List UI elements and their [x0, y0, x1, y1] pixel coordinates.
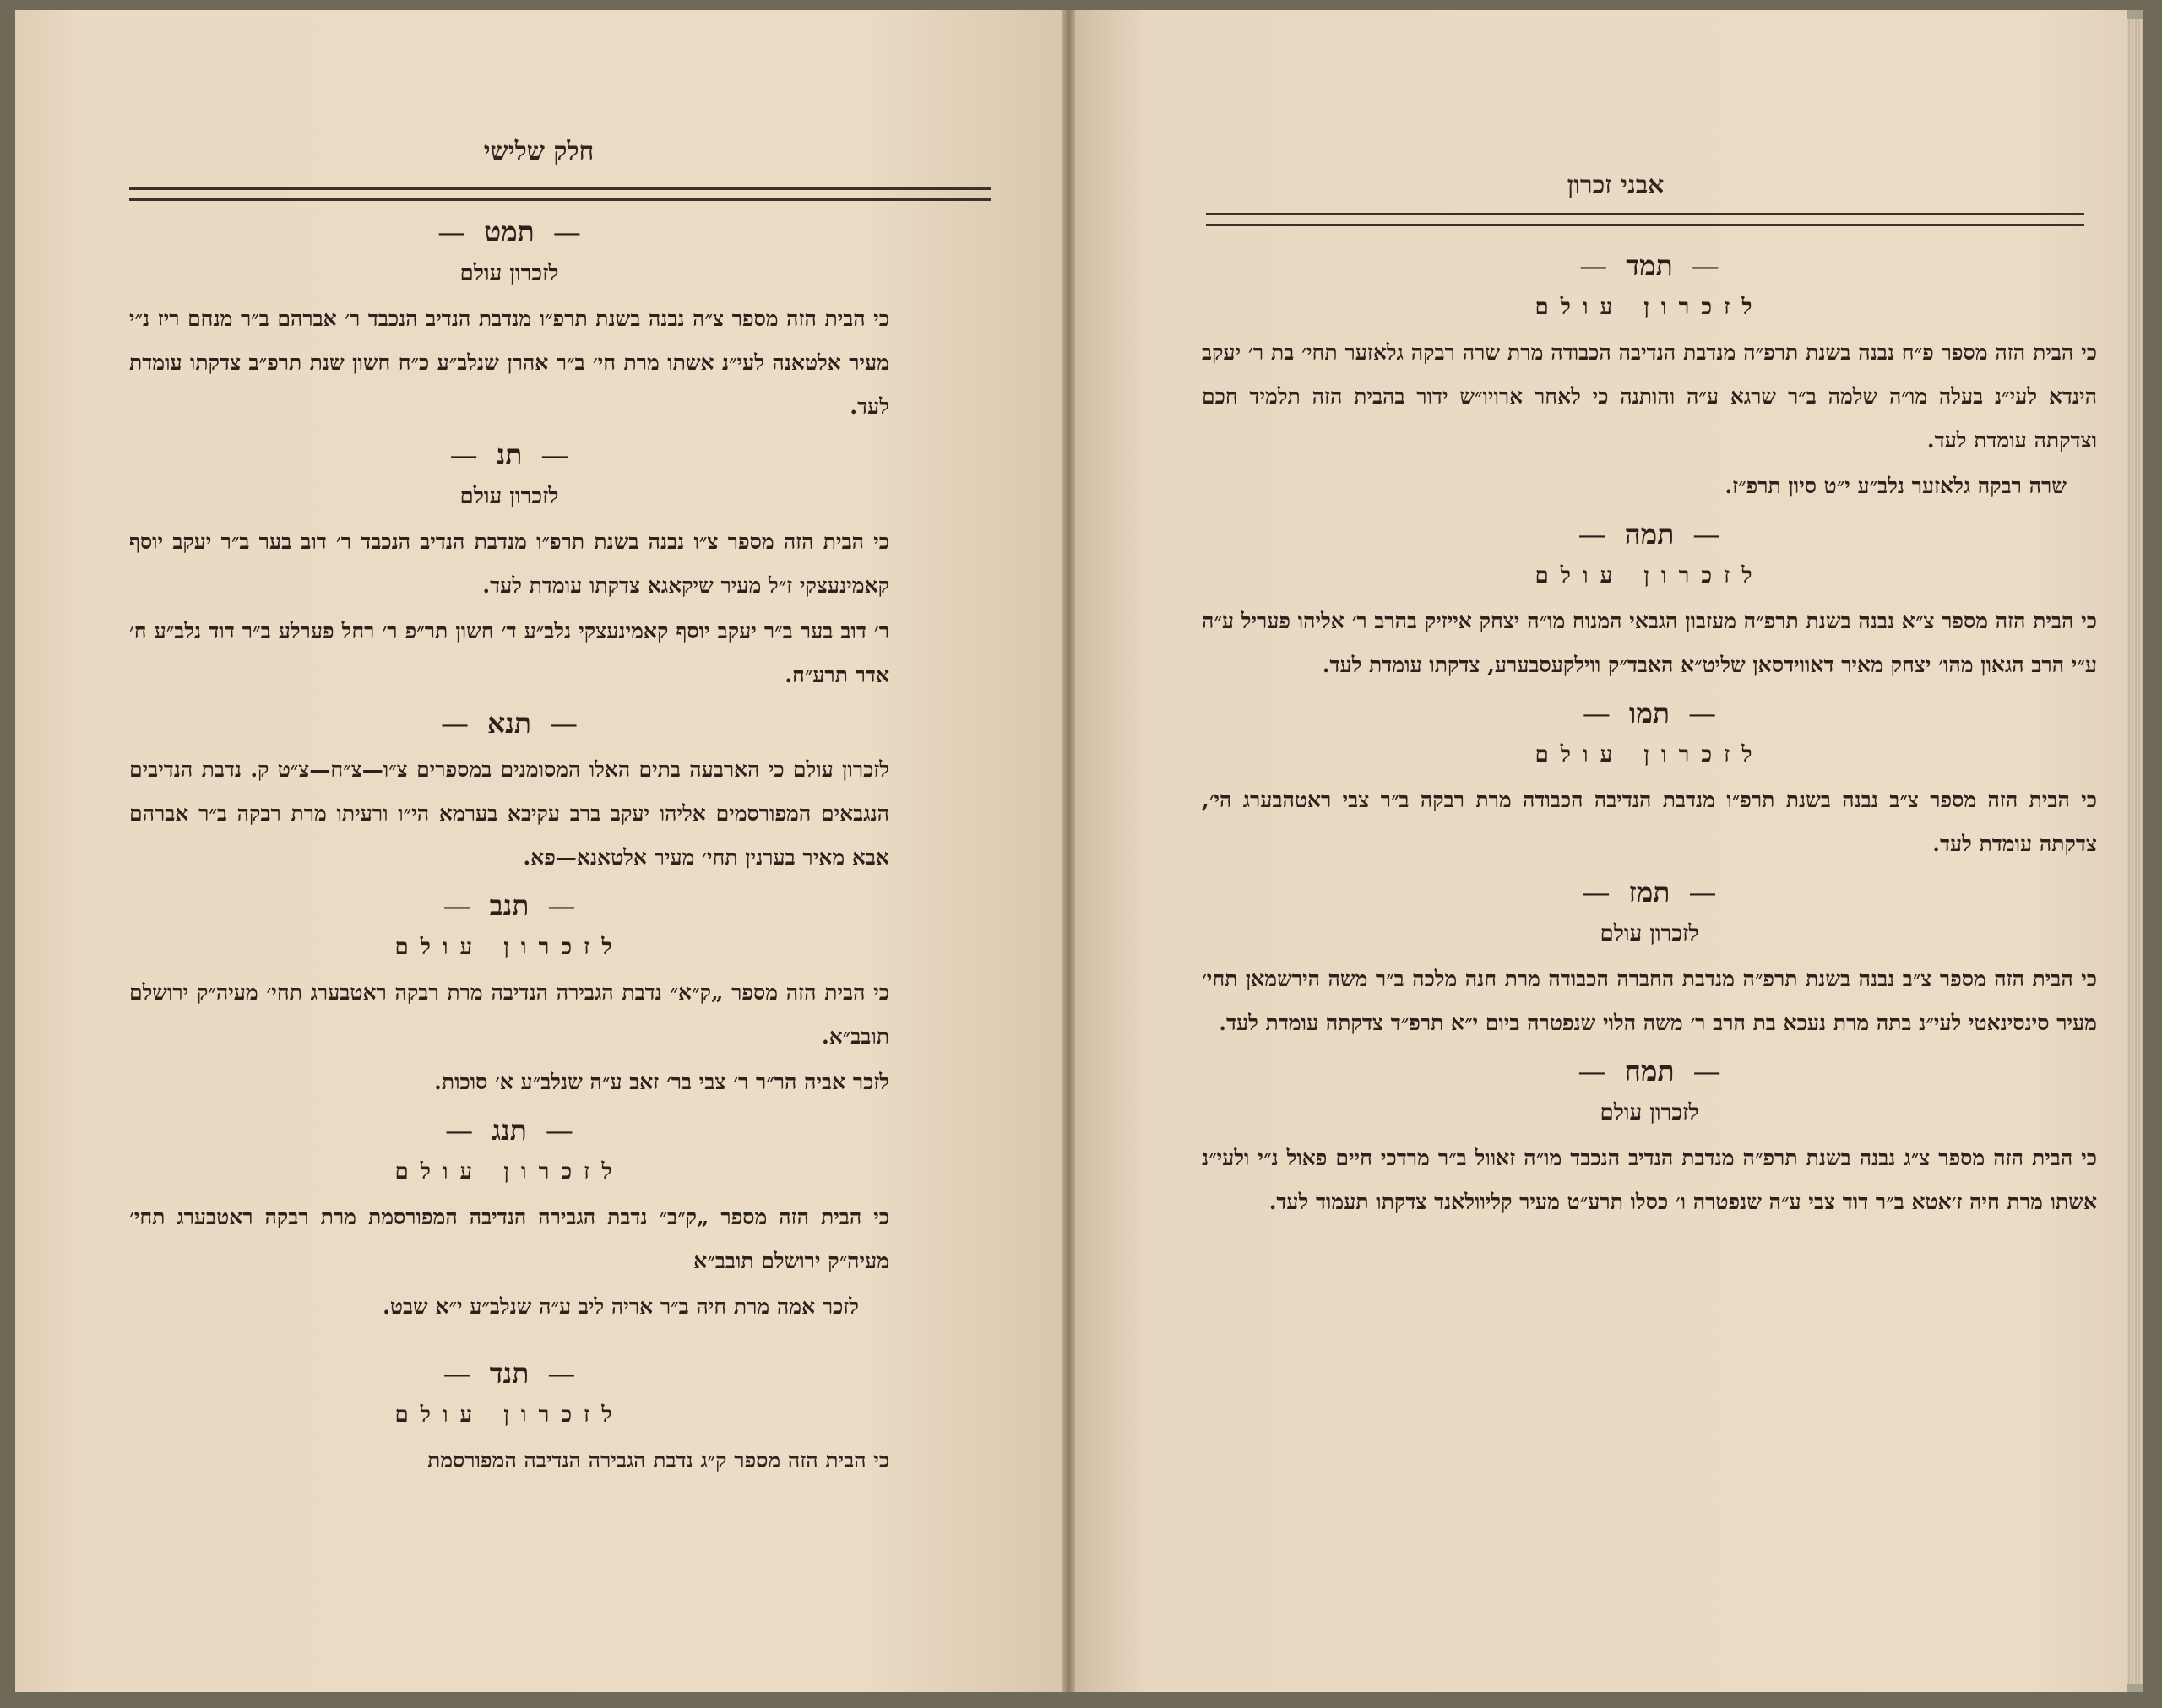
entry-tnb — [129, 887, 889, 1104]
entry-caption: לזכרון עולם — [394, 1159, 624, 1185]
entry-number: —תמד— — [1579, 249, 1719, 282]
entry-paragraph: כי הבית הזה מספר „ק״א״ נדבת הגבירה הנדיבה מרת רבקה ראטבערג תחי׳ מעיה״ק ירושלם תובב״א. — [129, 980, 889, 1049]
entry-number: —תנב— — [443, 889, 576, 922]
entry-paragraph: לזכרון עולם כי הארבעה בתים האלו המסומנים במספרים צ״ו—צ״ח—צ״ט ק. נדבת הנדיבים הנגבאים המפורסמים אליהו יעקב ברב עקיבא בערמא הי״ו ורעיתו מרת רבקה ב״ר אברהם אבא מאיר בערנין תחי׳ מעיר אלטאנא—פא. — [129, 757, 889, 870]
entry-caption: לזכרון עולם — [1535, 563, 1764, 588]
entry-tmz — [1202, 873, 2097, 1045]
running-head: אבני זכרון — [1567, 171, 1665, 200]
entry-number: —תנ— — [449, 438, 569, 471]
entry-paragraph: לזכר אביה הר״ר ר׳ צבי בר׳ זאב ע״ה שנלב״ע א׳ סוכות. — [434, 1070, 889, 1094]
entry-number: —תמח— — [1578, 1055, 1721, 1087]
entry-paragraph: ר׳ דוב בער ב״ר יעקב יוסף קאמינעצקי נלב״ע ד׳ חשון תר״פ ר׳ רחל פערלע ב״ר דוד נלב״ע ח׳ אדר תרע״ח. — [129, 619, 889, 687]
entry-paragraph: כי הבית הזה מספר ק״ג נדבת הגבירה הנדיבה המפורסמת — [426, 1448, 889, 1472]
entry-number: —תנא— — [440, 707, 579, 740]
entry-tmch — [1202, 1052, 2097, 1224]
entry-caption: לזכרון עולם — [394, 1402, 624, 1428]
entry-paragraph: לזכר אמה מרת חיה ב״ר אריה ליב ע״ה שנלב״ע י״א שבט. — [383, 1294, 859, 1319]
entry-paragraph: כי הבית הזה מספר פ״ח נבנה בשנת תרפ״ה מנדבת הנדיבה הכבודה מרת שרה רבקה גלאזער תחי׳ בת ר׳ יעקב הינדא לעי״נ בעלה מו״ה שלמה ב״ר שרגא ע״ה והותנה כי לאחר ארויו״ש ידור בהבית הזה תלמיד חכם וצדקתה עומדת לעד. — [1202, 340, 2097, 453]
entry-caption: לזכרון עולם — [1535, 295, 1764, 320]
entry-caption: לזכרון עולם — [459, 261, 559, 286]
entry-paragraph: שרה רבקה גלאזער נלב״ע י״ט סיון תרפ״ז. — [1725, 474, 2067, 498]
entry-caption: לזכרון עולם — [459, 484, 559, 509]
entry-number: —תנד— — [443, 1357, 576, 1390]
left-text-column — [129, 213, 889, 1489]
entry-paragraph: כי הבית הזה מספר צ״ב נבנה בשנת תרפ״ה מנדבת החברה הכבודה מרת חנה מלכה ב״ר משה הירשמאן תחי׳ מעיר סינסינאטי לעי״נ בתה מרת נעכא בת הרב ר׳ משה הלוי שנפטרה ביום י״א תרפ״ד צדקתה עומדת לעד. — [1202, 967, 2097, 1035]
entry-number: —תמט— — [437, 215, 581, 248]
entry-caption: לזכרון עולם — [1535, 742, 1764, 767]
running-head: חלק שלישי — [483, 137, 595, 166]
entry-number: —תמה— — [1578, 518, 1721, 550]
entry-paragraph: כי הבית הזה מספר צ״א נבנה בשנת תרפ״ה מעזבון הגבאי המנוח מו״ה יצחק אייזיק בהרב ר׳ אליהו פעריל ע״ה ע״י הרב הגאון מהו׳ יצחק מאיר דאווידסאן שליט״א האבד״ק ווילקעסבערע, צדקתו עומדת לעד. — [1202, 609, 2097, 677]
entry-paragraph: כי הבית הזה מספר צ״ו נבנה בשנת תרפ״ו מנדבת הנדיב הנכבד ר׳ דוב בער ב״ר יעקב יוסף קאמינעצקי ז״ל מעיר שיקאגא צדקתו עומדת לעד. — [129, 529, 889, 598]
entry-caption: לזכרון עולם — [1600, 1100, 1699, 1125]
entry-paragraph: כי הבית הזה מספר צ״ה נבנה בשנת תרפ״ו מנדבת הנדיב הנכבד ר׳ אברהם ב״ר מנחם ריז נ״י מעיר אלטאנה לעי״נ אשתו מרת חי׳ ב״ר אהרן שנלב״ע כ״ח חשון שנת תרפ״ב צדקתו עומדת לעד. — [129, 306, 889, 419]
entry-tna — [129, 704, 889, 880]
entry-caption: לזכרון עולם — [394, 935, 624, 960]
entry-paragraph: כי הבית הזה מספר צ״ג נבנה בשנת תרפ״ה מנדבת הנדיב הנכבד מו״ה זאוול ב״ר מרדכי חיים פאול נ״י ולעי״נ אשתו מרת חיה ז׳אטא ב״ר דוד צבי ע״ה שנפטרה ו׳ כסלו תרע״ט מעיר קליוולאנד צדקתו תעמוד לעד. — [1202, 1146, 2097, 1214]
entry-tmh — [1202, 515, 2097, 687]
entry-tmt — [129, 213, 889, 429]
open-book — [15, 10, 2143, 1692]
entry-tmd — [1202, 247, 2097, 508]
header-rule — [1206, 213, 2084, 226]
entry-tnd — [129, 1354, 889, 1483]
right-page — [1075, 10, 2127, 1692]
entry-tng — [129, 1111, 889, 1329]
right-text-column — [1202, 247, 2097, 1231]
header-rule — [129, 187, 991, 201]
left-page — [15, 10, 1062, 1692]
entry-number: —תמז— — [1582, 876, 1717, 908]
entry-caption: לזכרון עולם — [1600, 921, 1699, 946]
page-edges — [2127, 19, 2143, 1684]
entry-tn — [129, 436, 889, 697]
book-gutter — [1062, 10, 1075, 1692]
entry-tmv — [1202, 694, 2097, 866]
entry-paragraph: כי הבית הזה מספר „ק״ב״ נדבת הגבירה הנדיבה המפורסמת מרת רבקה ראטבערג תחי׳ מעיה״ק ירושלם תובב״א — [129, 1205, 889, 1273]
entry-number: —תנג— — [445, 1114, 573, 1147]
entry-number: —תמו— — [1582, 697, 1717, 729]
entry-paragraph: כי הבית הזה מספר צ״ב נבנה בשנת תרפ״ו מנדבת הנדיבה הכבודה מרת רבקה ב״ר צבי ראטהבערג הי׳, צדקתה עומדת לעד. — [1202, 788, 2097, 856]
